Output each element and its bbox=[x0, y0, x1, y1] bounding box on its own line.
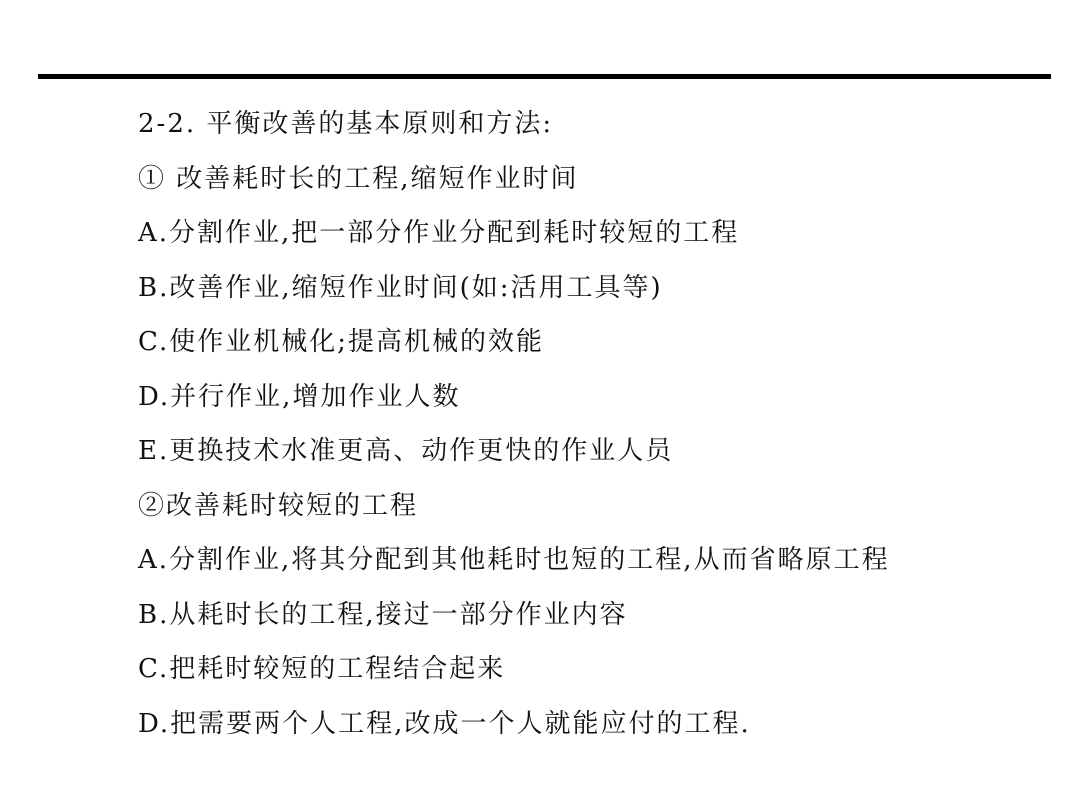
section-1-item: A.分割作业,把一部分作业分配到耗时较短的工程 bbox=[138, 218, 740, 248]
section-1-item: E.更换技术水准更高、动作更快的作业人员 bbox=[138, 436, 674, 466]
top-divider bbox=[38, 74, 1051, 79]
section-1-item: B.改善作业,缩短作业时间(如:活用工具等) bbox=[138, 272, 663, 303]
section-1-title: ① 改善耗时长的工程,缩短作业时间 bbox=[138, 163, 579, 194]
section-2-item: A.分割作业,将其分配到其他耗时也短的工程,从而省略原工程 bbox=[138, 545, 890, 575]
slide-content bbox=[138, 97, 1038, 751]
section-2-item: B.从耗时长的工程,接过一部分作业内容 bbox=[138, 599, 628, 630]
section-2-title: ②改善耗时较短的工程 bbox=[138, 490, 419, 521]
section-2-item: C.把耗时较短的工程结合起来 bbox=[138, 654, 506, 684]
slide-heading: 2-2. 平衡改善的基本原则和方法: bbox=[138, 109, 554, 139]
section-1-item: C.使作业机械化;提高机械的效能 bbox=[138, 327, 544, 357]
section-2-item: D.把需要两个人工程,改成一个人就能应付的工程. bbox=[138, 708, 751, 739]
section-1-item: D.并行作业,增加作业人数 bbox=[138, 381, 461, 412]
